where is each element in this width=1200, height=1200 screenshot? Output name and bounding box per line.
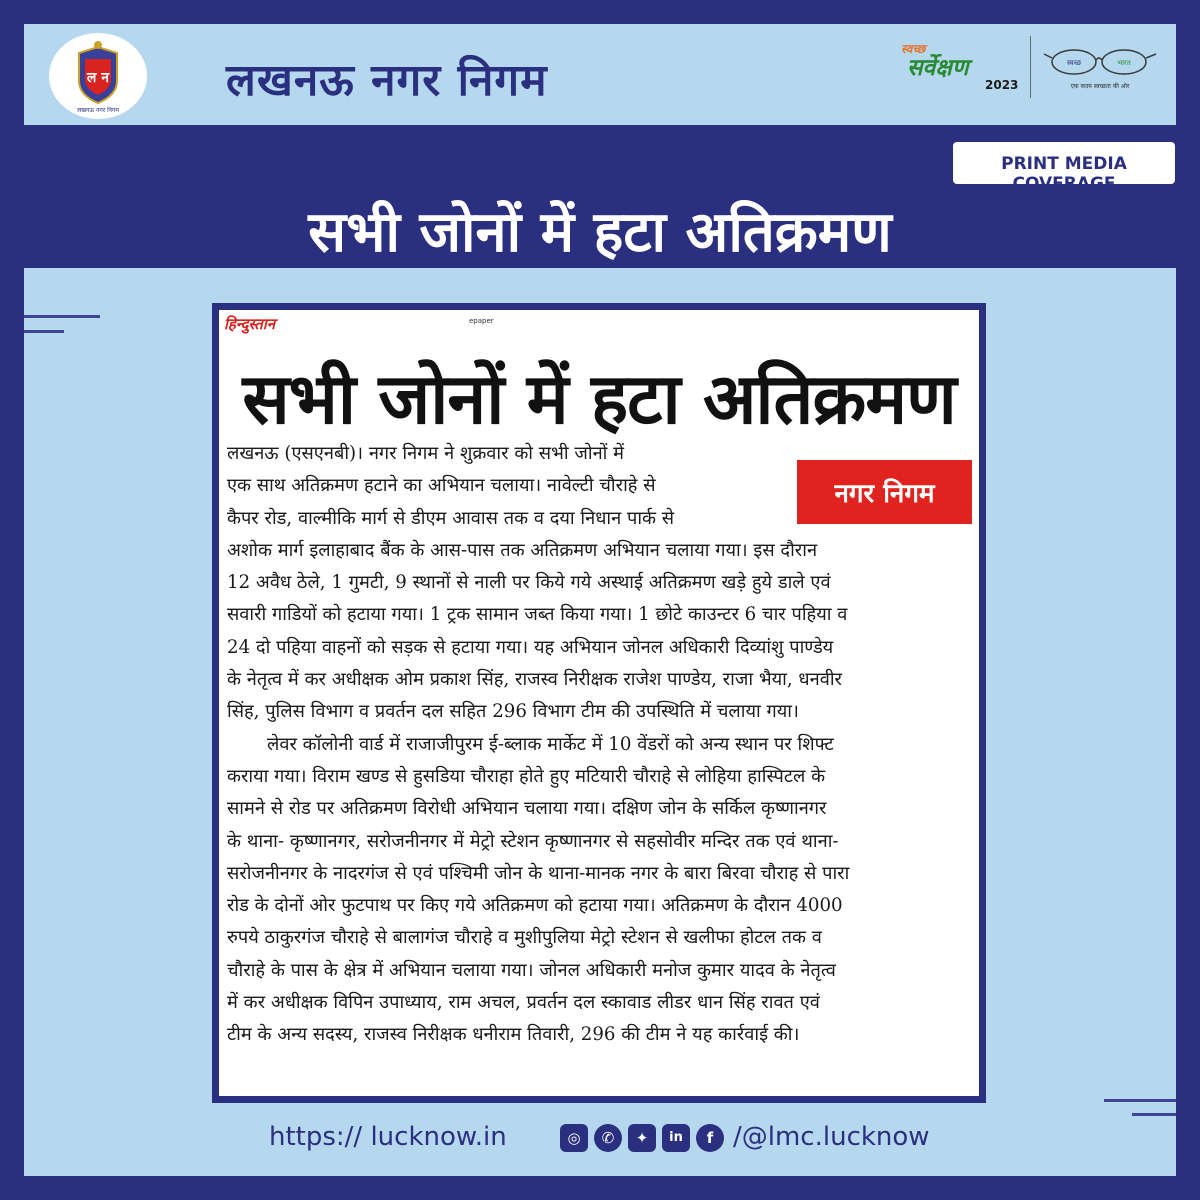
survekshan-label: सर्वेक्षण	[907, 55, 969, 81]
page-headline: सभी जोनों में हटा अतिक्रमण	[308, 200, 892, 265]
sb-right-text: भारत	[1117, 59, 1131, 67]
logo-caption: लखनऊ नगर निगम	[77, 107, 119, 114]
swachh-survekshan-logo	[895, 40, 1020, 100]
deco-line	[24, 330, 64, 333]
article-line: अशोक मार्ग इलाहाबाद बैंक के आस-पास तक अतिक्रमण अभियान चलाया गया। इस दौरान	[227, 539, 818, 561]
gandhi-glasses-icon	[1040, 44, 1160, 80]
deco-line	[24, 315, 100, 318]
article-line: सरोजनीनगर के नादरगंज से एवं पश्चिमी जोन के थाना-मानक नगर के बारा बिरवा चौराह से पारा	[227, 862, 850, 884]
article-line: चौराहे के पास के क्षेत्र में अभियान चलाया गया। जोनल अधिकारी मनोज कुमार यादव के नेतृत्व	[227, 959, 836, 981]
lmc-logo	[49, 33, 147, 119]
article-line: लखनऊ (एसएनबी)। नगर निगम ने शुक्रवार को सभी जोनों में	[227, 443, 625, 464]
deco-line	[1104, 1099, 1176, 1102]
newspaper-clipping	[219, 310, 979, 1096]
article-line: 12 अवैध ठेले, 1 गुमटी, 9 स्थानों से नाली पर किये गये अस्थाई अतिक्रमण खड़े हुये डाले एवं	[227, 572, 831, 594]
social-icons	[560, 1124, 730, 1156]
linkedin-icon[interactable]: in	[662, 1124, 690, 1152]
svg-text:ल न: ल न	[86, 70, 110, 86]
article-line: लेवर कॉलोनी वार्ड में राजाजीपुरम ई-ब्लाक मार्केट में 10 वेंडरों को अन्य स्थान पर शिफ्ट	[267, 733, 834, 755]
article-body	[227, 438, 977, 1052]
emblem-icon	[49, 33, 147, 119]
twitter-icon[interactable]: ✦	[628, 1124, 656, 1152]
sb-left-text: स्वच्छ	[1066, 59, 1082, 67]
print-media-badge	[953, 142, 1175, 194]
article-line: 24 दो पहिया वाहनों को सड़क से हटाया गया। यह अभियान जोनल अधिकारी दिव्यांशु पाण्डेय	[227, 636, 834, 658]
logo-divider	[1030, 36, 1031, 98]
deco-line	[1132, 1113, 1176, 1116]
sb-tagline: एक कदम स्वच्छता की ओर	[1070, 83, 1130, 90]
article-line: के थाना- कृष्णानगर, सरोजनीनगर में मेट्रो स्टेशन कृष्णानगर से सहसोवीर मन्दिर तक एवं थाना-	[227, 830, 839, 852]
article-line: सिंह, पुलिस विभाग व प्रवर्तन दल सहित 296 विभाग टीम की उपस्थिति में चलाया गया।	[227, 701, 799, 723]
article-line: के नेतृत्व में कर अधीक्षक ओम प्रकाश सिंह, राजस्व निरीक्षक राजेश पाण्डेय, राजा भैया, धनवीर	[227, 669, 842, 691]
article-line: सामने से रोड पर अतिक्रमण विरोधी अभियान चलाया गया। दक्षिण जोन के सर्किल कृष्णानगर	[227, 798, 827, 820]
swachh-bharat-logo	[1040, 44, 1160, 92]
nagar-nigam-tag-label: नगर निगम	[834, 479, 935, 509]
article-line: में कर अधीक्षक विपिन उपाध्याय, राम अचल, प्रवर्तन दल स्कावाड लीडर धान सिंह रावत एवं	[227, 992, 820, 1014]
facebook-icon[interactable]: f	[696, 1124, 724, 1152]
epaper-label: epaper	[469, 317, 494, 325]
article-line: टीम के अन्य सदस्य, राजस्व निरीक्षक धनीराम तिवारी, 296 की टीम ने यह कार्रवाई की।	[227, 1024, 800, 1046]
instagram-icon[interactable]: ◎	[560, 1124, 588, 1152]
whatsapp-icon[interactable]: ✆	[594, 1124, 622, 1152]
social-handle[interactable]: /@lmc.lucknow	[733, 1122, 930, 1152]
article-line: एक साथ अतिक्रमण हटाने का अभियान चलाया। नावेल्टी चौराहे से	[227, 475, 656, 497]
newspaper-name: हिन्दुस्तान	[224, 315, 276, 333]
survekshan-year: 2023	[985, 78, 1019, 92]
article-line: कराया गया। विराम खण्ड से हुसडिया चौराहा होते हुए मटियारी चौराहे से लोहिया हास्पिटल के	[227, 765, 826, 787]
swachh-label: स्वच्छ	[901, 42, 926, 56]
org-title: लखनऊ नगर निगम	[226, 55, 548, 106]
website-link[interactable]: https:// lucknow.in	[269, 1122, 507, 1152]
print-media-label: PRINT MEDIA COVERAGE	[1001, 154, 1127, 194]
clipping-title: सभी जोनों में हटा अतिक्रमण	[242, 358, 956, 440]
article-line: रोड के दोनों ओर फुटपाथ पर किए गये अतिक्रमण को हटाया गया। अतिक्रमण के दौरान 4000	[227, 895, 843, 917]
article-line: रुपये ठाकुरगंज चौराहे से बालागंज चौराहे व मुशीपुलिया मेट्रो स्टेशन से खलीफा होटल तक व	[227, 927, 822, 949]
article-line: सवारी गाडियों को हटाया गया। 1 ट्रक सामान जब्त किया गया। 1 छोटे काउन्टर 6 चार पहिया व	[227, 604, 848, 626]
article-line: कैपर रोड, वाल्मीकि मार्ग से डीएम आवास तक व दया निधान पार्क से	[227, 507, 675, 529]
